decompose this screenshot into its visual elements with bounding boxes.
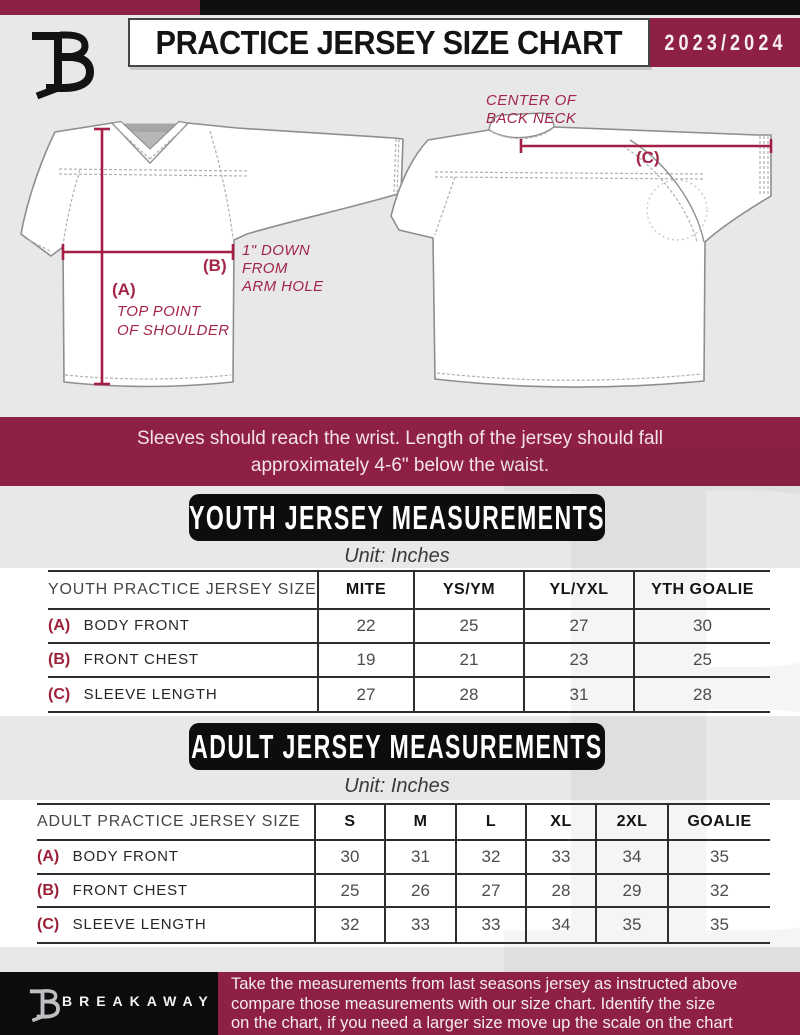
- cell-value: 28: [526, 874, 596, 907]
- adult-size-2xl: 2XL: [596, 804, 668, 840]
- cell-value: 22: [318, 609, 414, 643]
- cell-value: 30: [315, 840, 385, 874]
- youth-unit-label: Unit: Inches: [344, 545, 450, 567]
- cell-value: 35: [596, 907, 668, 943]
- label-b-description: 1" DOWN FROM ARM HOLE: [242, 242, 324, 295]
- youth-size-goalie: YTH GOALIE: [634, 571, 770, 609]
- adult-section-header: [189, 723, 605, 770]
- row-key: (B): [37, 881, 60, 899]
- label-a-description: TOP POINT OF SHOULDER: [117, 303, 230, 339]
- row-label: BODY FRONT: [72, 848, 179, 865]
- cell-value: 32: [456, 840, 526, 874]
- footer-brand-name: BREAKAWAY: [62, 993, 215, 1009]
- cell-value: 32: [668, 874, 770, 907]
- adult-size-l: L: [456, 804, 526, 840]
- jersey-diagrams: [0, 0, 800, 420]
- adult-section-title: ADULT JERSEY MEASUREMENTS: [191, 727, 603, 765]
- footer-note-line3: on the chart, if you need a larger size move up the scale on the chart: [231, 1014, 733, 1032]
- cell-value: 27: [456, 874, 526, 907]
- season-label: 2023/2024: [663, 29, 787, 55]
- fit-note-line1: Sleeves should reach the wrist. Length of the jersey should fall: [137, 427, 663, 449]
- row-key: (C): [37, 916, 60, 933]
- table-row: [37, 907, 770, 943]
- cell-value: 31: [385, 840, 456, 874]
- label-c: (C): [636, 148, 660, 167]
- cell-value: 32: [315, 907, 385, 943]
- cell-value: 34: [526, 907, 596, 943]
- cell-value: 34: [596, 840, 668, 874]
- cell-value: 26: [385, 874, 456, 907]
- row-key: (C): [48, 685, 71, 703]
- cell-value: 33: [456, 907, 526, 943]
- label-a: (A): [112, 280, 136, 299]
- cell-value: 35: [668, 840, 770, 874]
- label-b: (B): [203, 256, 227, 275]
- row-label: SLEEVE LENGTH: [83, 685, 218, 703]
- cell-value: 25: [414, 609, 524, 643]
- footer-instructions: [218, 972, 800, 1035]
- adult-header-row: [37, 804, 770, 840]
- table-row: [48, 677, 770, 712]
- youth-table: [48, 570, 770, 713]
- cell-value: 28: [414, 677, 524, 712]
- row-label: BODY FRONT: [83, 617, 190, 634]
- page-title: PRACTICE JERSEY SIZE CHART: [155, 23, 623, 61]
- label-c-description: CENTER OF BACK NECK: [486, 92, 577, 127]
- youth-size-mite: MITE: [318, 571, 414, 609]
- youth-section-header: [189, 494, 605, 541]
- youth-size-ys-ym: YS/YM: [414, 571, 524, 609]
- adult-table-title-cell: ADULT PRACTICE JERSEY SIZE: [37, 804, 315, 840]
- fit-note-line2: approximately 4-6" below the waist.: [250, 454, 550, 476]
- table-row: [37, 840, 770, 874]
- cell-value: 19: [318, 643, 414, 677]
- adult-table: [37, 803, 770, 944]
- table-row: [48, 609, 770, 643]
- table-row: [37, 874, 770, 907]
- adult-size-m: M: [385, 804, 456, 840]
- fit-note-banner: [0, 417, 800, 486]
- row-label: SLEEVE LENGTH: [72, 916, 207, 933]
- cell-value: 30: [634, 609, 770, 643]
- cell-value: 27: [318, 677, 414, 712]
- row-key: (A): [48, 617, 71, 634]
- adult-size-goalie: GOALIE: [668, 804, 770, 840]
- table-row: [48, 643, 770, 677]
- back-jersey: [391, 113, 771, 387]
- adult-size-s: S: [315, 804, 385, 840]
- cell-value: 28: [634, 677, 770, 712]
- row-label: FRONT CHEST: [83, 651, 199, 668]
- cell-value: 27: [524, 609, 634, 643]
- row-key: (A): [37, 848, 60, 865]
- cell-value: 31: [524, 677, 634, 712]
- cell-value: 25: [315, 874, 385, 907]
- cell-value: 29: [596, 874, 668, 907]
- adult-size-xl: XL: [526, 804, 596, 840]
- cell-value: 35: [668, 907, 770, 943]
- footer-note-line2: compare those measurements with our size chart. Identify the size: [231, 994, 716, 1013]
- cell-value: 25: [634, 643, 770, 677]
- cell-value: 33: [385, 907, 456, 943]
- cell-value: 33: [526, 840, 596, 874]
- row-label: FRONT CHEST: [72, 881, 188, 899]
- youth-size-yl-yxl: YL/YXL: [524, 571, 634, 609]
- cell-value: 23: [524, 643, 634, 677]
- cell-value: 21: [414, 643, 524, 677]
- front-jersey: [21, 122, 403, 387]
- youth-table-title-cell: YOUTH PRACTICE JERSEY SIZE: [48, 571, 318, 609]
- youth-section-title: YOUTH JERSEY MEASUREMENTS: [189, 498, 605, 536]
- youth-header-row: [48, 571, 770, 609]
- row-key: (B): [48, 651, 71, 668]
- breakaway-b-footer-logo-icon: [26, 984, 60, 1024]
- adult-unit-label: Unit: Inches: [344, 775, 450, 797]
- footer-note-line1: Take the measurements from last seasons jersey as instructed above: [231, 975, 738, 993]
